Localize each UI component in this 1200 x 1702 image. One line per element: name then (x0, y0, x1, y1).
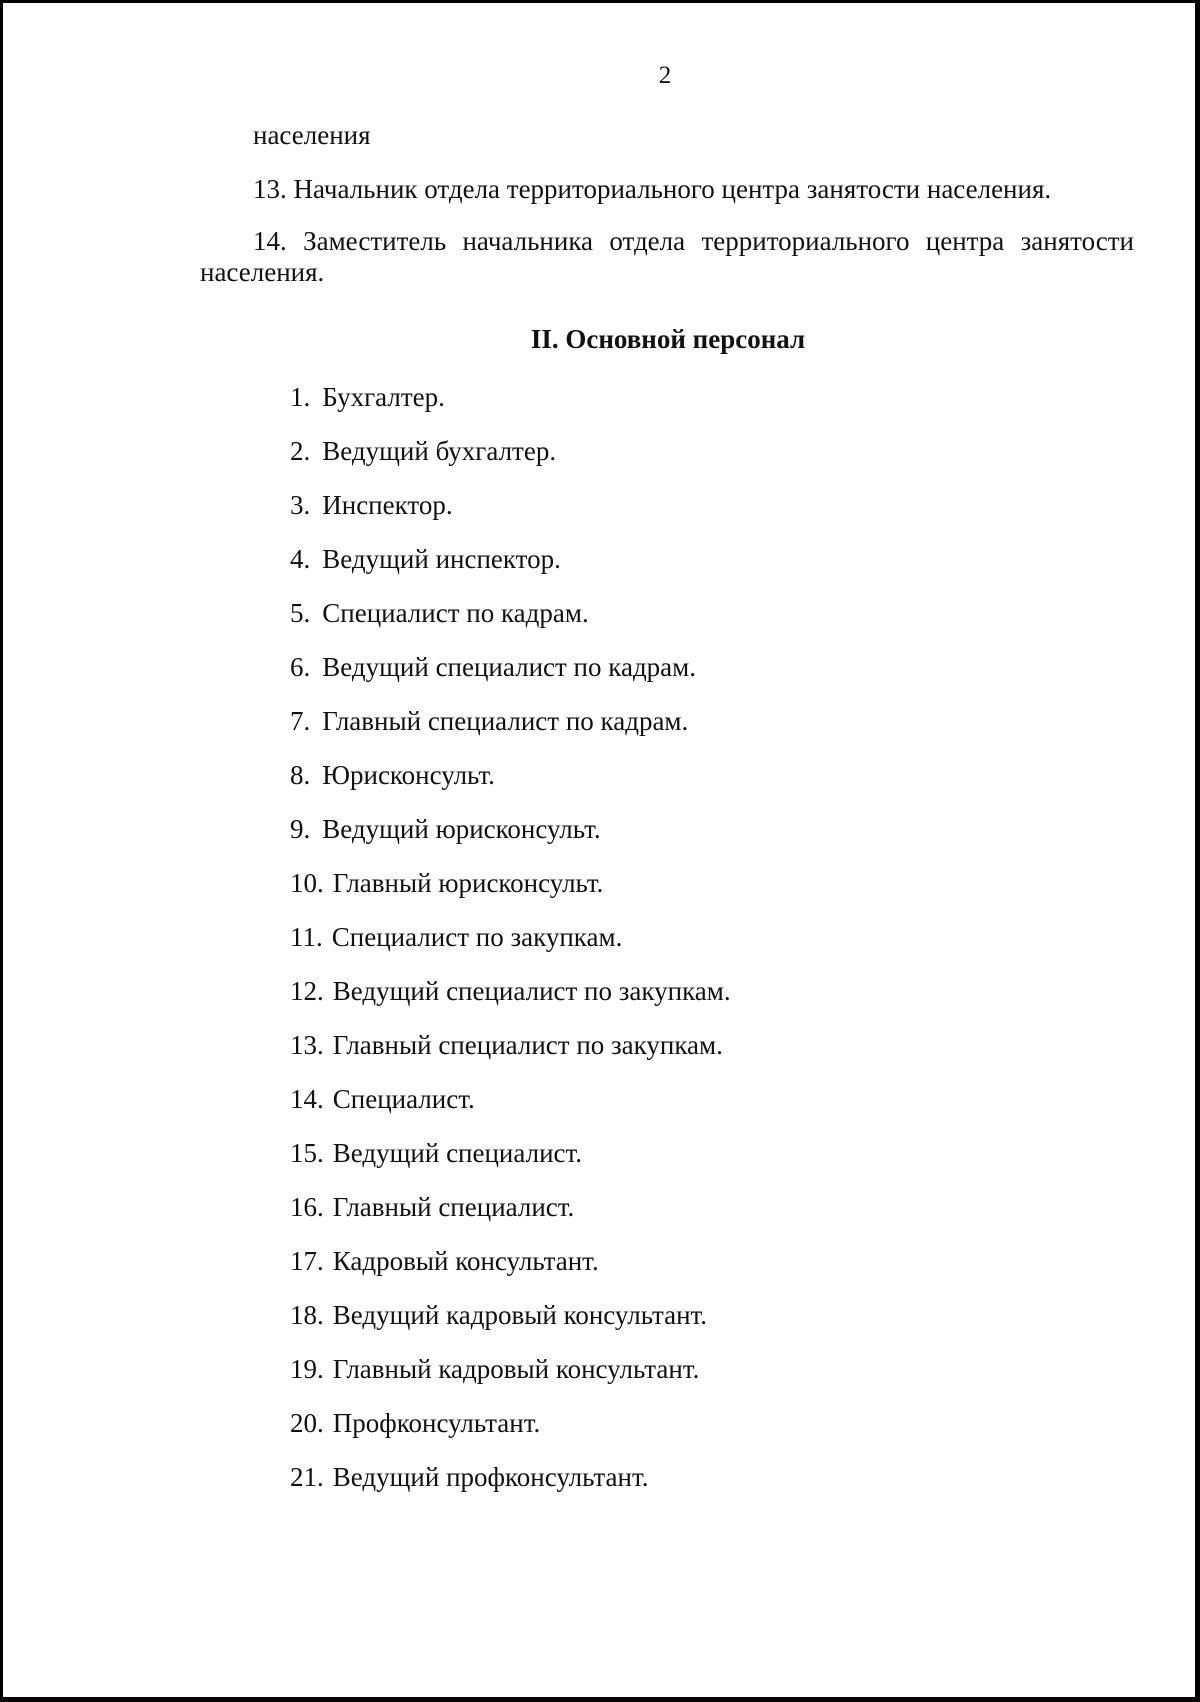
list-item-text: Профконсультант. (332, 1408, 541, 1438)
list-item-number: 8. (290, 760, 311, 790)
list-item-text: Ведущий кадровый консультант. (332, 1300, 708, 1330)
list-item (290, 489, 731, 543)
list-item-number: 9. (290, 814, 311, 844)
list-item-text: Главный юрисконсульт. (332, 868, 604, 898)
list-item-text: Специалист по кадрам. (322, 598, 589, 628)
list-item-number: 19. (290, 1354, 324, 1384)
list-item-text: Ведущий инспектор. (322, 544, 561, 574)
list-item (290, 543, 731, 597)
list-item-number: 4. (290, 544, 311, 574)
list-item-number: 17. (290, 1246, 324, 1276)
list-item (290, 705, 731, 759)
list-item-number: 21. (290, 1462, 324, 1492)
list-item-number: 5. (290, 598, 311, 628)
list-item (290, 381, 731, 435)
list-item (290, 651, 731, 705)
list-item (290, 921, 731, 975)
list-item-text: Специалист по закупкам. (331, 922, 623, 952)
list-item (290, 975, 731, 1029)
list-item-number: 1. (290, 382, 311, 412)
list-item (290, 1137, 731, 1191)
list-item-text: Главный кадровый консультант. (332, 1354, 700, 1384)
list-item (290, 1083, 731, 1137)
list-item-text: Главный специалист по закупкам. (332, 1030, 723, 1060)
list-item-number: 3. (290, 490, 311, 520)
list-item-number: 14. (290, 1084, 324, 1114)
list-item (290, 867, 731, 921)
page-number: 2 (658, 62, 672, 89)
list-item-text: Ведущий бухгалтер. (322, 436, 557, 466)
list-item-text: Главный специалист по кадрам. (322, 706, 689, 736)
list-item-number: 6. (290, 652, 311, 682)
list-item (290, 1191, 731, 1245)
staff-list (290, 381, 731, 1515)
list-item-number: 11. (290, 922, 323, 952)
list-item-number: 15. (290, 1138, 324, 1168)
section-heading: II. Основной персонал (530, 324, 806, 354)
list-item-number: 20. (290, 1408, 324, 1438)
list-item-text: Ведущий специалист по закупкам. (332, 976, 731, 1006)
list-item-number: 7. (290, 706, 311, 736)
list-item-text: Бухгалтер. (322, 382, 445, 412)
continuation-text: населения (253, 120, 371, 150)
list-item-text: Юрисконсульт. (322, 760, 495, 790)
paragraph-item-14: 14. Заместитель начальника отдела территориального центра занятости населения. (200, 226, 1134, 287)
list-item-number: 18. (290, 1300, 324, 1330)
paragraph-item-13: 13. Начальник отдела территориального центра занятости населения. (253, 174, 1052, 204)
list-item (290, 1029, 731, 1083)
list-item (290, 1245, 731, 1299)
list-item-text: Инспектор. (322, 490, 453, 520)
list-item (290, 1299, 731, 1353)
list-item-number: 12. (290, 976, 324, 1006)
list-item-text: Ведущий специалист по кадрам. (322, 652, 697, 682)
list-item (290, 1461, 731, 1515)
list-item-number: 10. (290, 868, 324, 898)
list-item (290, 1407, 731, 1461)
list-item-text: Ведущий специалист. (332, 1138, 583, 1168)
list-item (290, 813, 731, 867)
list-item-number: 16. (290, 1192, 324, 1222)
list-item (290, 1353, 731, 1407)
list-item-text: Ведущий юрисконсульт. (322, 814, 601, 844)
list-item-text: Специалист. (332, 1084, 475, 1114)
list-item-text: Главный специалист. (332, 1192, 575, 1222)
list-item-number: 13. (290, 1030, 324, 1060)
list-item-number: 2. (290, 436, 311, 466)
list-item-text: Кадровый консультант. (332, 1246, 599, 1276)
list-item (290, 435, 731, 489)
list-item-text: Ведущий профконсультант. (332, 1462, 649, 1492)
list-item (290, 597, 731, 651)
list-item (290, 759, 731, 813)
